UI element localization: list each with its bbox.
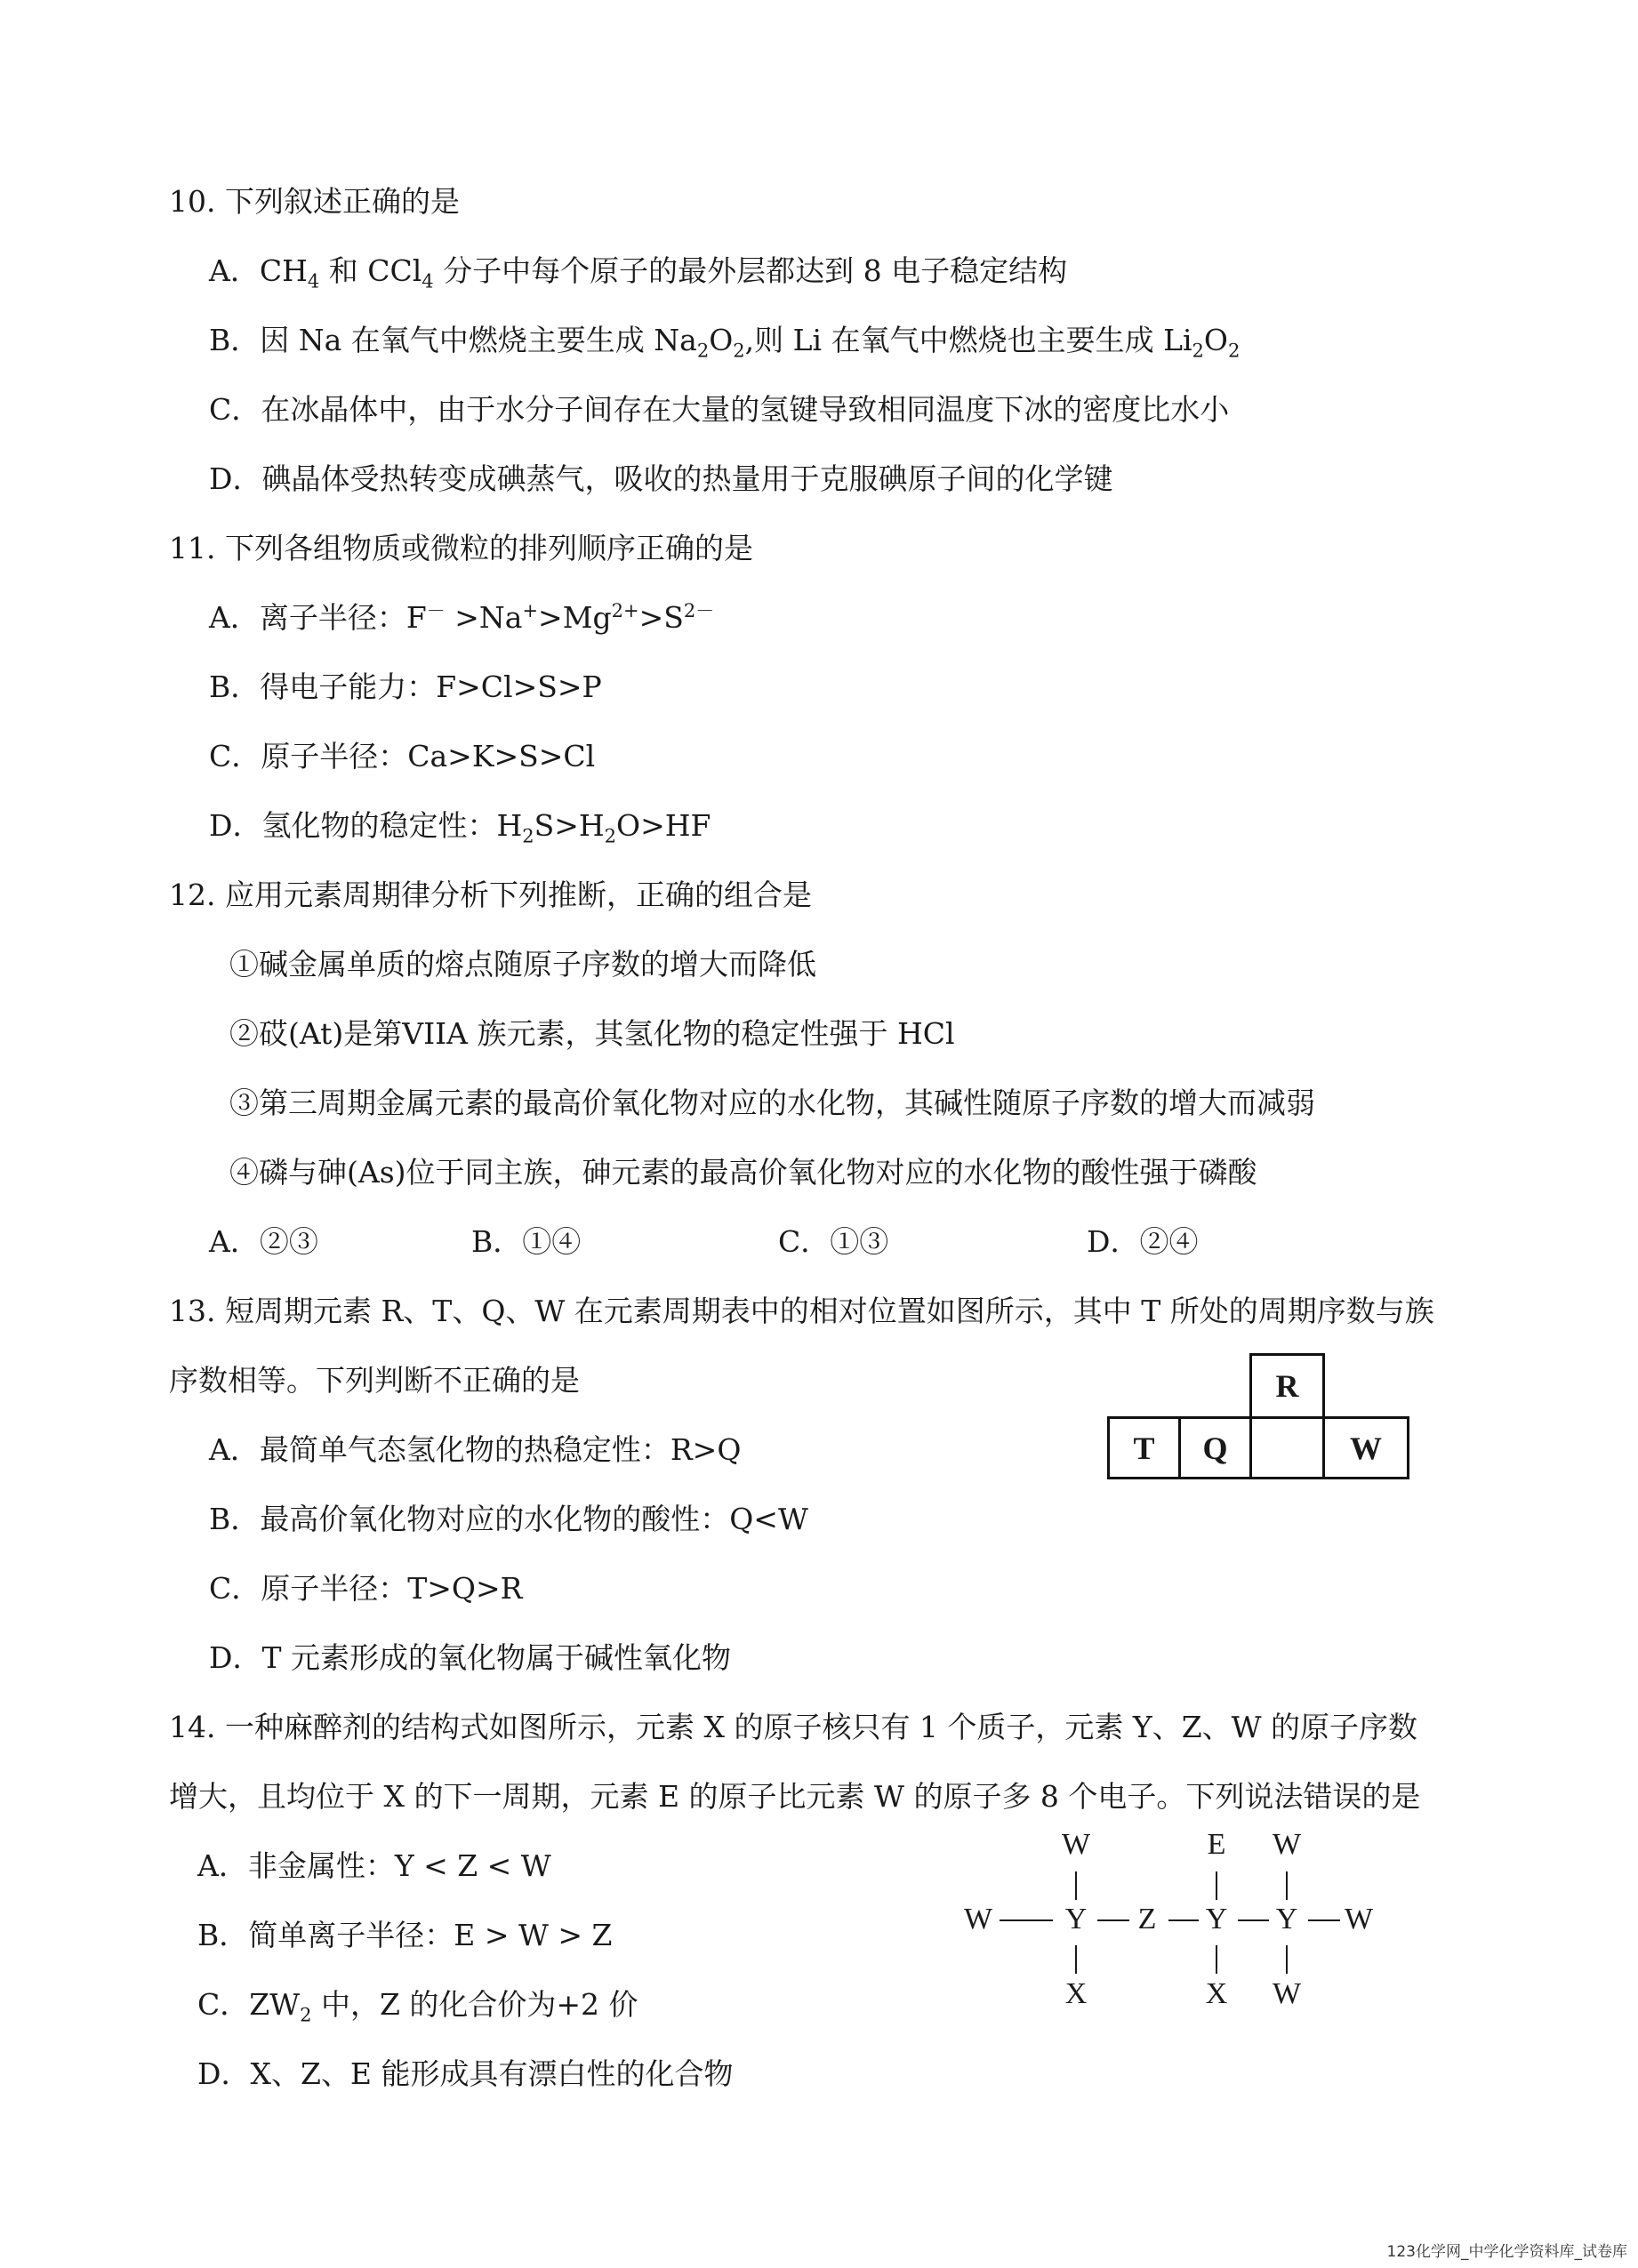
q12-option-a: A．②③	[209, 1224, 318, 1259]
q14-stem-line-2: 增大，且均位于 X 的下一周期，元素 E 的原子比元素 W 的原子多 8 个电子。下列说法错误的是	[169, 1779, 1421, 1814]
atom-row-y-3: Y	[1275, 1903, 1298, 1935]
q13-stem-line-1: 13. 短周期元素 R、T、Q、W 在元素周期表中的相对位置如图所示，其中 T 所处的周期序数与族	[169, 1294, 1434, 1328]
atom-row-y-1: Y	[1064, 1903, 1088, 1935]
cell-r: R	[1249, 1353, 1325, 1419]
q11-stem: 11. 下列各组物质或微粒的排列顺序正确的是	[169, 531, 753, 565]
cell-w: W	[1322, 1416, 1409, 1479]
q11-option-b: B．得电子能力：F>Cl>S>P	[209, 669, 602, 704]
q13-option-b: B．最高价氧化物对应的水化物的酸性：Q<W	[209, 1502, 808, 1536]
bond-v	[1216, 1871, 1217, 1900]
bond-h	[1168, 1919, 1199, 1921]
structural-formula	[960, 1827, 1387, 2032]
atom-top-w-2: W	[1272, 1828, 1302, 1861]
bond-h	[1097, 1919, 1129, 1921]
bond-h	[1308, 1919, 1340, 1921]
atom-top-e: E	[1207, 1828, 1226, 1861]
q14-stem-line-1: 14. 一种麻醉剂的结构式如图所示，元素 X 的原子核只有 1 个质子，元素 Y、Z、W 的原子序数	[169, 1710, 1418, 1744]
q10-stem: 10. 下列叙述正确的是	[169, 184, 460, 219]
bond-v	[1286, 1871, 1288, 1900]
q12-statement-3: ③第三周期金属元素的最高价氧化物对应的水化物，其碱性随原子序数的增大而减弱	[229, 1086, 1315, 1120]
atom-row-y-2: Y	[1205, 1903, 1228, 1935]
atom-bottom-w: W	[1272, 1977, 1302, 2010]
q13-option-d: D．T 元素形成的氧化物属于碱性氧化物	[209, 1640, 731, 1675]
q13-option-a: A．最简单气态氢化物的热稳定性：R>Q	[209, 1432, 742, 1467]
q11-option-c: C．原子半径：Ca>K>S>Cl	[209, 739, 596, 773]
q12-option-d: D．②④	[1087, 1224, 1199, 1259]
bond-v	[1216, 1945, 1217, 1974]
q14-option-c: C．$ZW_2$ 中，Z 的化合价为+2 价	[197, 1987, 638, 2026]
atom-bottom-x-1: X	[1064, 1977, 1088, 2010]
q11-option-a: A．离子半径：$F^- >Na^+>Mg^{2+}>S^{2-}$	[209, 600, 715, 635]
q12-option-b: B．①④	[471, 1224, 582, 1259]
q14-option-d: D．X、Z、E 能形成具有漂白性的化合物	[197, 2056, 734, 2091]
periodic-table-figure	[1107, 1353, 1409, 1479]
q13-stem-line-2: 序数相等。下列判断不正确的是	[169, 1363, 580, 1398]
cell-q: Q	[1178, 1416, 1252, 1479]
bond-v	[1075, 1945, 1077, 1974]
q10-option-c: C．在冰晶体中，由于水分子间存在大量的氢键导致相同温度下冰的密度比水小	[209, 392, 1230, 427]
atom-row-w-right: W	[1344, 1903, 1374, 1935]
atom-row-w-left: W	[963, 1903, 993, 1935]
bond-v	[1286, 1945, 1288, 1974]
q12-statement-4: ④磷与砷(As)位于同主族，砷元素的最高价氧化物对应的水化物的酸性强于磷酸	[229, 1155, 1257, 1190]
q12-option-c: C．①③	[778, 1224, 889, 1259]
q10-option-a: A．$CH_4$ 和 CCl$_4$ 分子中每个原子的最外层都达到 8 电子稳定结构	[209, 253, 1068, 293]
atom-top-w-1: W	[1061, 1828, 1091, 1861]
q12-stem: 12. 应用元素周期律分析下列推断，正确的组合是	[169, 878, 812, 912]
cell-empty	[1249, 1416, 1325, 1479]
cell-t: T	[1107, 1416, 1181, 1479]
q10-option-b: B．因 Na 在氧气中燃烧主要生成 $Na_2O_2$,则 Li 在氧气中燃烧也主要生成 $Li_2O_2$	[209, 323, 1241, 362]
footer-watermark: 123化学网_中学化学资料库_试卷库	[1386, 2243, 1627, 2261]
q14-option-a: A．非金属性：Y < Z < W	[197, 1848, 551, 1883]
bond-h	[1000, 1919, 1053, 1921]
bond-v	[1075, 1871, 1077, 1900]
q13-option-c: C．原子半径：T>Q>R	[209, 1571, 523, 1606]
atom-row-z: Z	[1137, 1903, 1157, 1935]
atom-bottom-x-2: X	[1205, 1977, 1228, 2010]
q10-option-d: D．碘晶体受热转变成碘蒸气，吸收的热量用于克服碘原子间的化学键	[209, 461, 1113, 496]
bond-h	[1238, 1919, 1269, 1921]
q14-option-b: B．简单离子半径：E > W > Z	[197, 1918, 613, 1952]
q12-statement-2: ②砹(At)是第VIIA 族元素，其氢化物的稳定性强于 HCl	[229, 1016, 955, 1051]
q12-statement-1: ①碱金属单质的熔点随原子序数的增大而降低	[229, 947, 816, 982]
q11-option-d: D．氢化物的稳定性：$H_2S>H_2O>HF$	[209, 808, 711, 847]
